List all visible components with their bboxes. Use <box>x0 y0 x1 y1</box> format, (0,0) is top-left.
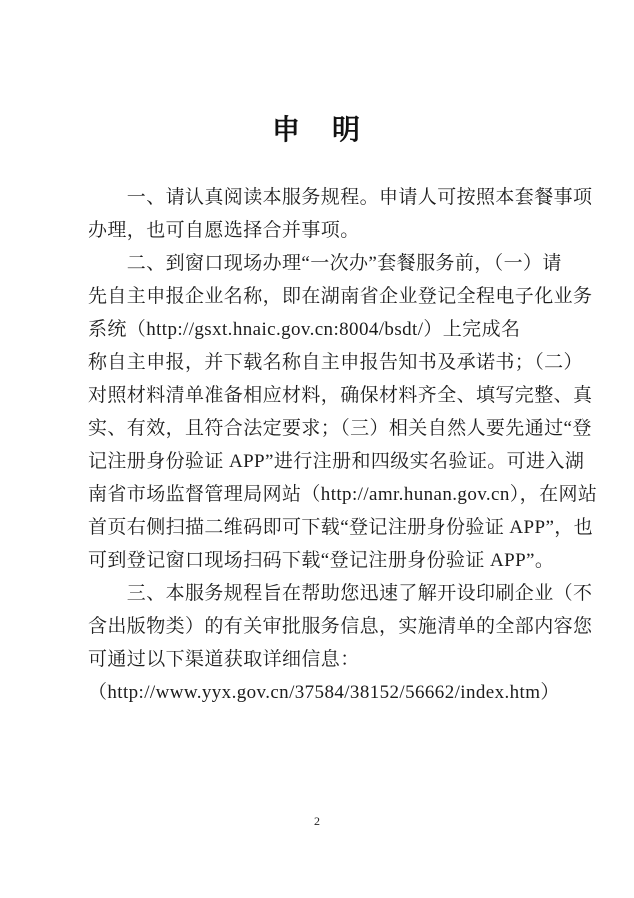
text-line: 可到登记窗口现场扫码下载“登记注册身份验证 APP”。 <box>88 550 555 571</box>
text-line: 称自主申报，并下载名称自主申报告知书及承诺书；（二） <box>88 352 583 373</box>
text-line: 可通过以下渠道获取详细信息： <box>88 649 360 670</box>
text-line: 先自主申报企业名称，即在湖南省企业登记全程电子化业务 <box>88 286 593 307</box>
paragraph-1 <box>88 181 593 247</box>
page-title: 申 明 <box>271 115 362 146</box>
text-line: 三、本服务规程旨在帮助您迅速了解开设印刷企业（不 <box>88 583 593 604</box>
text-line: 实、有效，且符合法定要求；（三）相关自然人要先通过“登 <box>88 418 592 439</box>
text-line: 二、到窗口现场办理“一次办”套餐服务前，（一）请 <box>88 253 562 274</box>
text-line: 南省市场监督管理局网站（http://amr.hunan.gov.cn），在网站 <box>88 484 598 505</box>
text-line: 首页右侧扫描二维码即可下载“登记注册身份验证 APP”，也 <box>88 517 594 538</box>
text-line: 对照材料清单准备相应材料，确保材料齐全、填写完整、真 <box>88 385 593 406</box>
text-line: 一、请认真阅读本服务规程。申请人可按照本套餐事项 <box>88 187 593 208</box>
text-line: 含出版物类）的有关审批服务信息，实施清单的全部内容您 <box>88 616 593 637</box>
document-body <box>88 181 598 709</box>
text-line: 系统（http://gsxt.hnaic.gov.cn:8004/bsdt/）上完成名 <box>88 319 521 340</box>
text-line: 办理，也可自愿选择合并事项。 <box>88 220 360 241</box>
page-number: 2 <box>314 814 320 828</box>
paragraph-2 <box>88 247 598 577</box>
text-line: 记注册身份验证 APP”进行注册和四级实名验证。可进入湖 <box>88 451 585 472</box>
text-line: （http://www.yyx.gov.cn/37584/38152/56662/index.htm） <box>88 682 560 703</box>
paragraph-3 <box>88 577 593 709</box>
